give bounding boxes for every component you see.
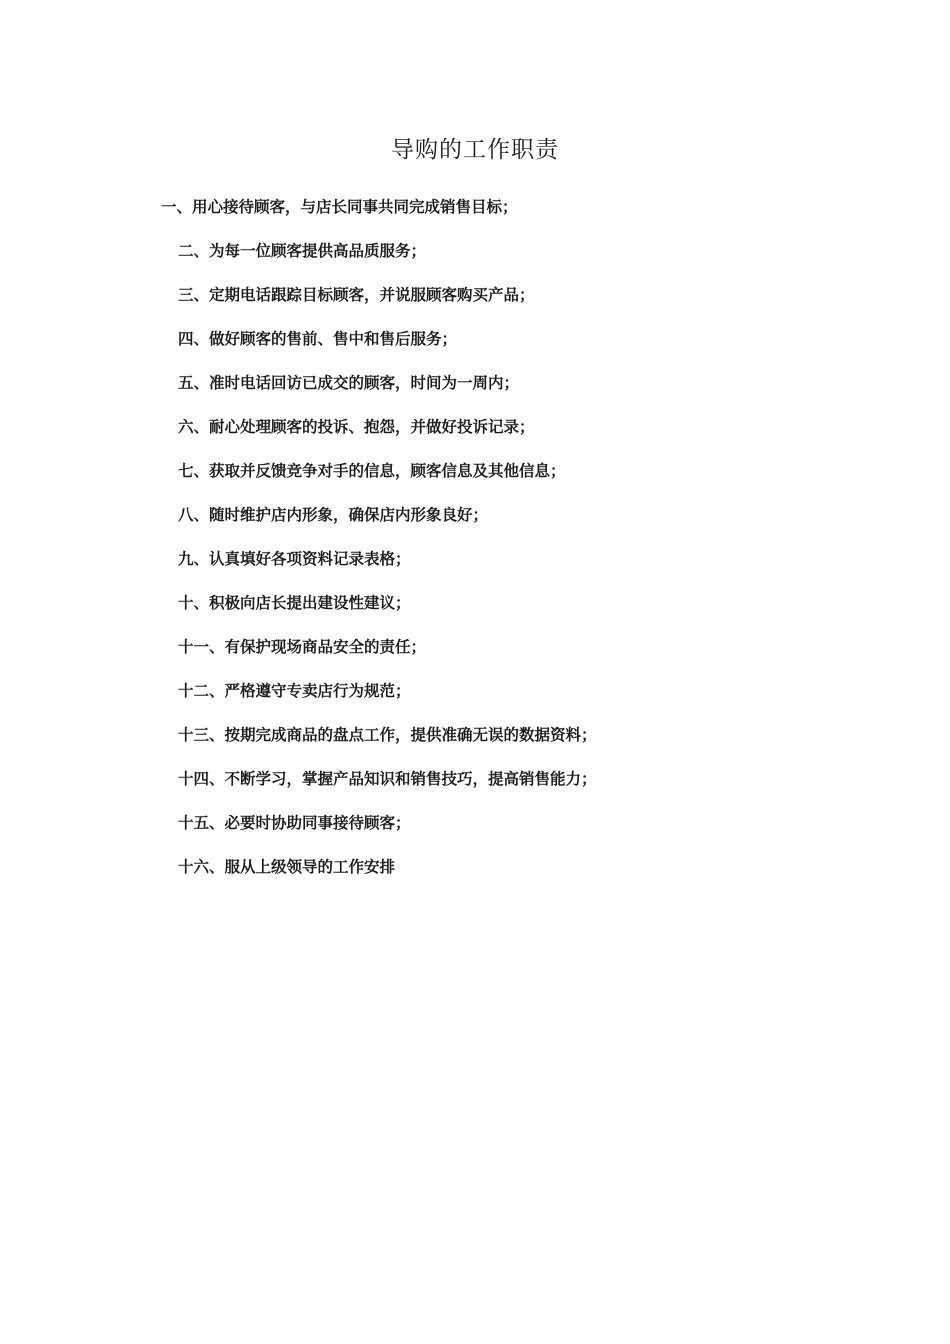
duty-item-14: 十四、不断学习，掌握产品知识和销售技巧，提高销售能力； — [178, 770, 597, 788]
duty-item-4: 四、做好顾客的售前、售中和售后服务； — [178, 330, 458, 348]
duty-item-7: 七、获取并反馈竞争对手的信息，顾客信息及其他信息； — [178, 462, 566, 480]
duty-item-12: 十二、严格遵守专卖店行为规范； — [178, 682, 411, 700]
duty-item-15: 十五、必要时协助同事接待顾客； — [178, 814, 411, 832]
duty-item-3: 三、定期电话跟踪目标顾客，并说服顾客购买产品； — [178, 286, 535, 304]
duty-item-8: 八、随时维护店内形象，确保店内形象良好； — [178, 506, 489, 524]
duty-item-11: 十一、有保护现场商品安全的责任； — [178, 638, 427, 656]
duty-item-1: 一、用心接待顾客，与店长同事共同完成销售目标； — [161, 198, 518, 216]
duty-item-10: 十、积极向店长提出建设性建议； — [178, 594, 411, 612]
duty-list — [0, 191, 950, 895]
duty-item-2: 二、为每一位顾客提供高品质服务； — [178, 242, 427, 260]
duty-item-13: 十三、按期完成商品的盘点工作，提供准确无误的数据资料； — [178, 726, 597, 744]
document-title: 导购的工作职责 — [391, 137, 559, 163]
duty-item-6: 六、耐心处理顾客的投诉、抱怨，并做好投诉记录； — [178, 418, 535, 436]
duty-item-5: 五、准时电话回访已成交的顾客，时间为一周内； — [178, 374, 520, 392]
duty-item-9: 九、认真填好各项资料记录表格； — [178, 550, 411, 568]
duty-item-16: 十六、服从上级领导的工作安排 — [178, 858, 396, 876]
